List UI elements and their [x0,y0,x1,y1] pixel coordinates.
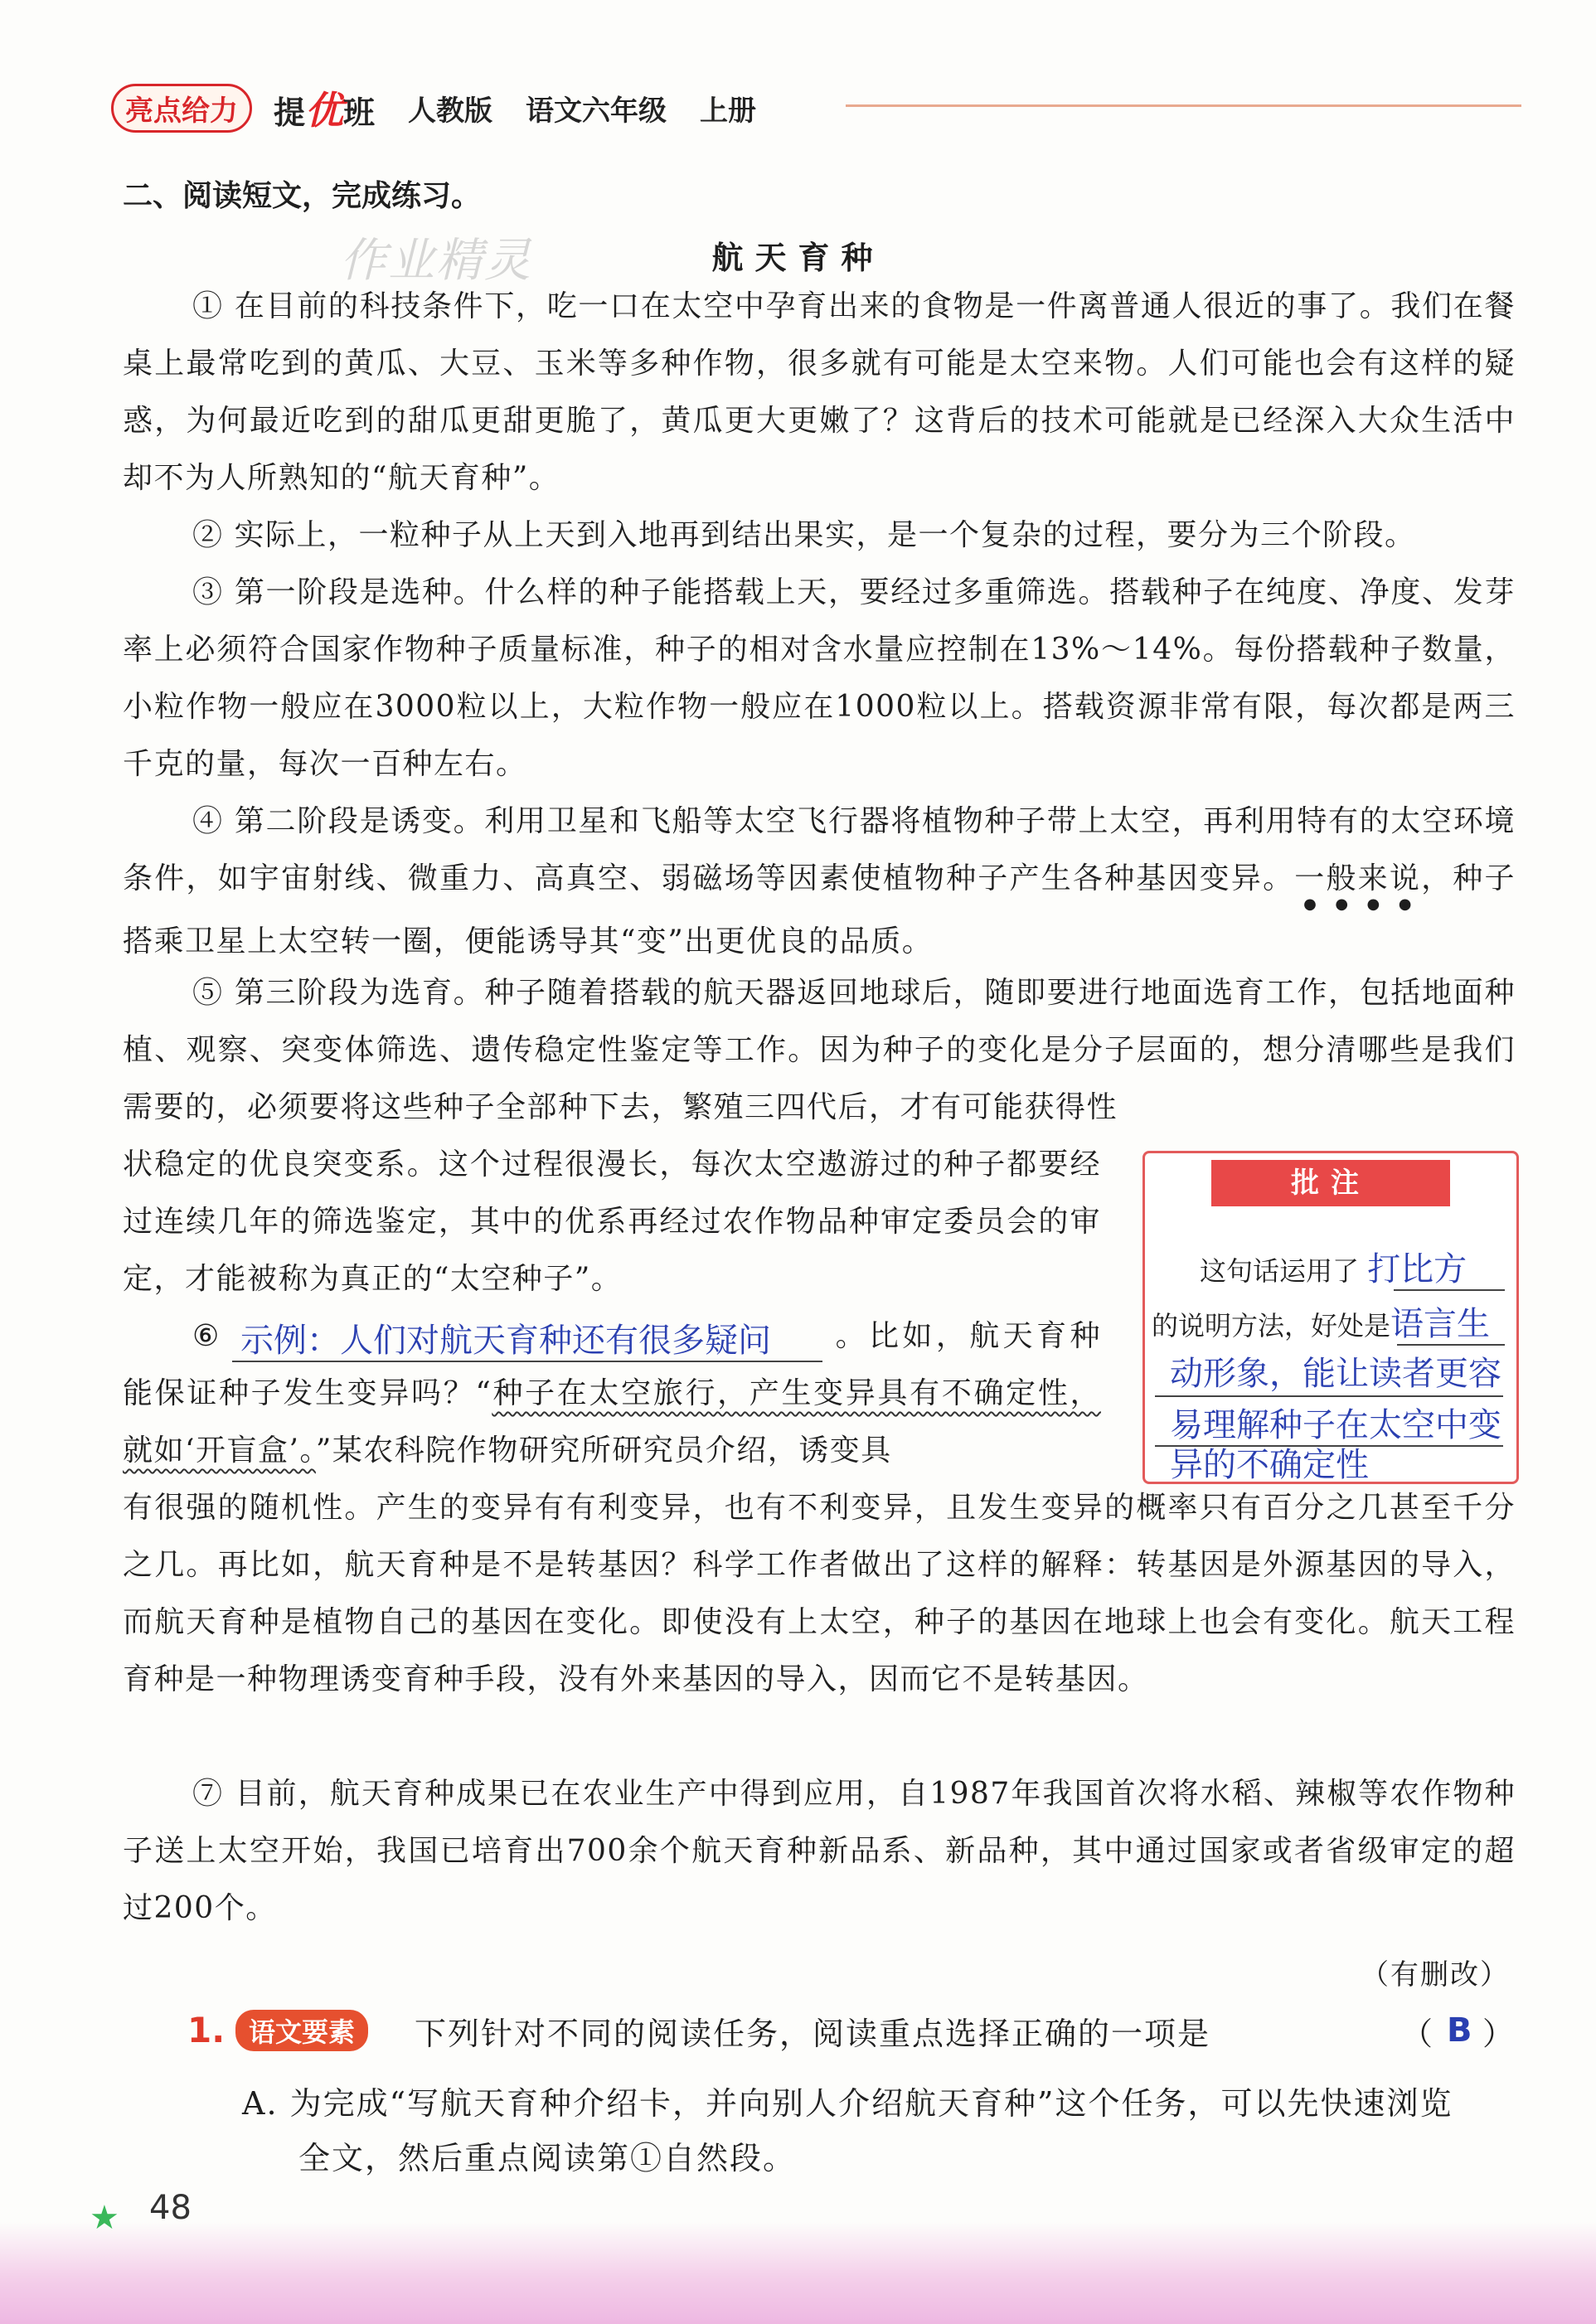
wavy-underlined-quote: 种子在太空旅行，产生变异具有不确定性，就如‘开盲盒’。 [123,1376,1101,1468]
blank-underline [232,1361,822,1362]
paragraph-3: ③ 第一阶段是选种。什么样的种子能搭载上天，要经过多重筛选。搭载种子在纯度、净度、发芽率上必须符合国家作物种子质量标准，种子的相对含水量应控制在13%～14%。每份搭载种子数量，小粒作物一般应在3000粒以上，大粒作物一般应在1000粒以上。搭载资源非常有限，每次都是两三千克的量，每次一百种左右。 [123,575,1516,781]
paragraph-6-continued: 有很强的随机性。产生的变异有有利变异，也有不利变异，且发生变异的概率只有百分之几甚至千分之几。再比如，航天育种是不是转基因？科学工作者做出了这样的解释：转基因是外源基因的导入，而航天育种是植物自己的基因在变化。即使没有上太空，种子的基因在地球上也会有变化。航天工程育种是一种物理诱变育种手段，没有外来基因的导入，因而它不是转基因。 [123,1491,1516,1696]
annotation-answer: 打比方 [1367,1250,1467,1288]
paragraph-1: ① 在目前的科技条件下，吃一口在太空中孕育出来的食物是一件离普通人很近的事了。我们在餐桌上最常吃到的黄瓜、大豆、玉米等多种作物，很多就有可能是太空来物。人们可能也会有这样的疑惑，为何最近吃到的甜瓜更甜更脆了，黄瓜更大更嫩了？这背后的技术可能就是已经深入大众生活中却不为人所熟知的“航天育种”。 [123,289,1516,495]
brand-badge: 亮点给力 [111,84,252,133]
option-a: A. 为完成“写航天育种介绍卡，并向别人介绍航天育种”这个任务，可以先快速浏览 全文，然后重点阅读第①自然段。 [242,2085,1453,2176]
annotation-line-5: 异的不确定性 [1170,1446,1369,1484]
volume-label: 上册 [700,94,757,128]
paragraph-7: ⑦ 目前，航天育种成果已在农业生产中得到应用，自1987年我国首次将水稻、辣椒等农作物种子送上太空开始，我国已培育出700余个航天育种新品系、新品种，其中通过国家或者省级审定的超过200个。 [123,1777,1516,1925]
emphasis-dots: 一般来说 [1294,861,1422,895]
paragraph-6: ⑥ 。比如，航天育种能保证种子发生变异吗？“种子在太空旅行，产生变异具有不确定性，就如‘开盲盒’。”某农科院作物研究所研究员介绍，诱变具 [123,1319,1101,1468]
annotation-line-1: 这句话运用了 打比方 [1200,1250,1467,1288]
watermark: 作业精灵 [340,234,532,288]
brand-name: 提优班 [274,88,376,133]
edition-label: 人教版 [408,94,493,128]
page-header [111,83,756,133]
article-title: 航天育种 [711,240,885,276]
question-answer: B [1447,2011,1472,2050]
header-divider [846,104,1521,107]
question-text: 下列针对不同的阅读任务，阅读重点选择正确的一项是 [415,2016,1211,2052]
bottom-decoration [0,2222,1596,2324]
star-icon: ★ [90,2199,119,2237]
paragraph-4: ④ 第二阶段是诱变。利用卫星和飞船等太空飞行器将植物种子带上太空，再利用特有的太空环境条件，如宇宙射线、微重力、高真空、弱磁场等因素使植物种子产生各种基因变异。一般来说，种子搭乘卫星上太空转一圈，便能诱导其“变”出更优良的品质。 [123,804,1516,958]
annotation-heading: 批注 [1211,1160,1450,1206]
question-tag: 语文要素 [235,2010,368,2051]
paragraph-5a: ⑤ 第三阶段为选育。种子随着搭载的航天器返回地球后，随即要进行地面选育工作，包括地面种植、观察、突变体筛选、遗传稳定性鉴定等工作。因为种子的变化是分子层面的，想分清哪些是我们需要的，必须要将这些种子全部种下去，繁殖三四代后，才有可能获得性 [123,976,1516,1124]
paragraph-5b: 状稳定的优良突变系。这个过程很漫长，每次太空遨游过的种子都要经过连续几年的筛选鉴定，其中的优系再经过农作物品种审定委员会的审定，才能被称为真正的“太空种子”。 [123,1147,1101,1296]
page-number: 48 [149,2189,192,2227]
source-note: （有删改） [1361,1958,1510,1992]
question-number: 1. [187,2010,226,2050]
annotation-line-3: 动形象，能让读者更容 [1170,1355,1501,1393]
section-heading: 二、阅读短文，完成练习。 [123,179,482,213]
blank-answer: 示例：人们对航天育种还有很多疑问 [240,1322,771,1360]
subject-label: 语文六年级 [526,94,667,128]
answer-bracket: （ ） [1401,2016,1515,2052]
annotation-box [1142,1151,1519,1484]
annotation-line-2: 的说明方法，好处是语言生 [1152,1305,1491,1343]
annotation-line-4: 易理解种子在太空中变 [1170,1406,1501,1444]
paragraph-2: ② 实际上，一粒种子从上天到入地再到结出果实，是一个复杂的过程，要分为三个阶段。 [192,518,1416,552]
